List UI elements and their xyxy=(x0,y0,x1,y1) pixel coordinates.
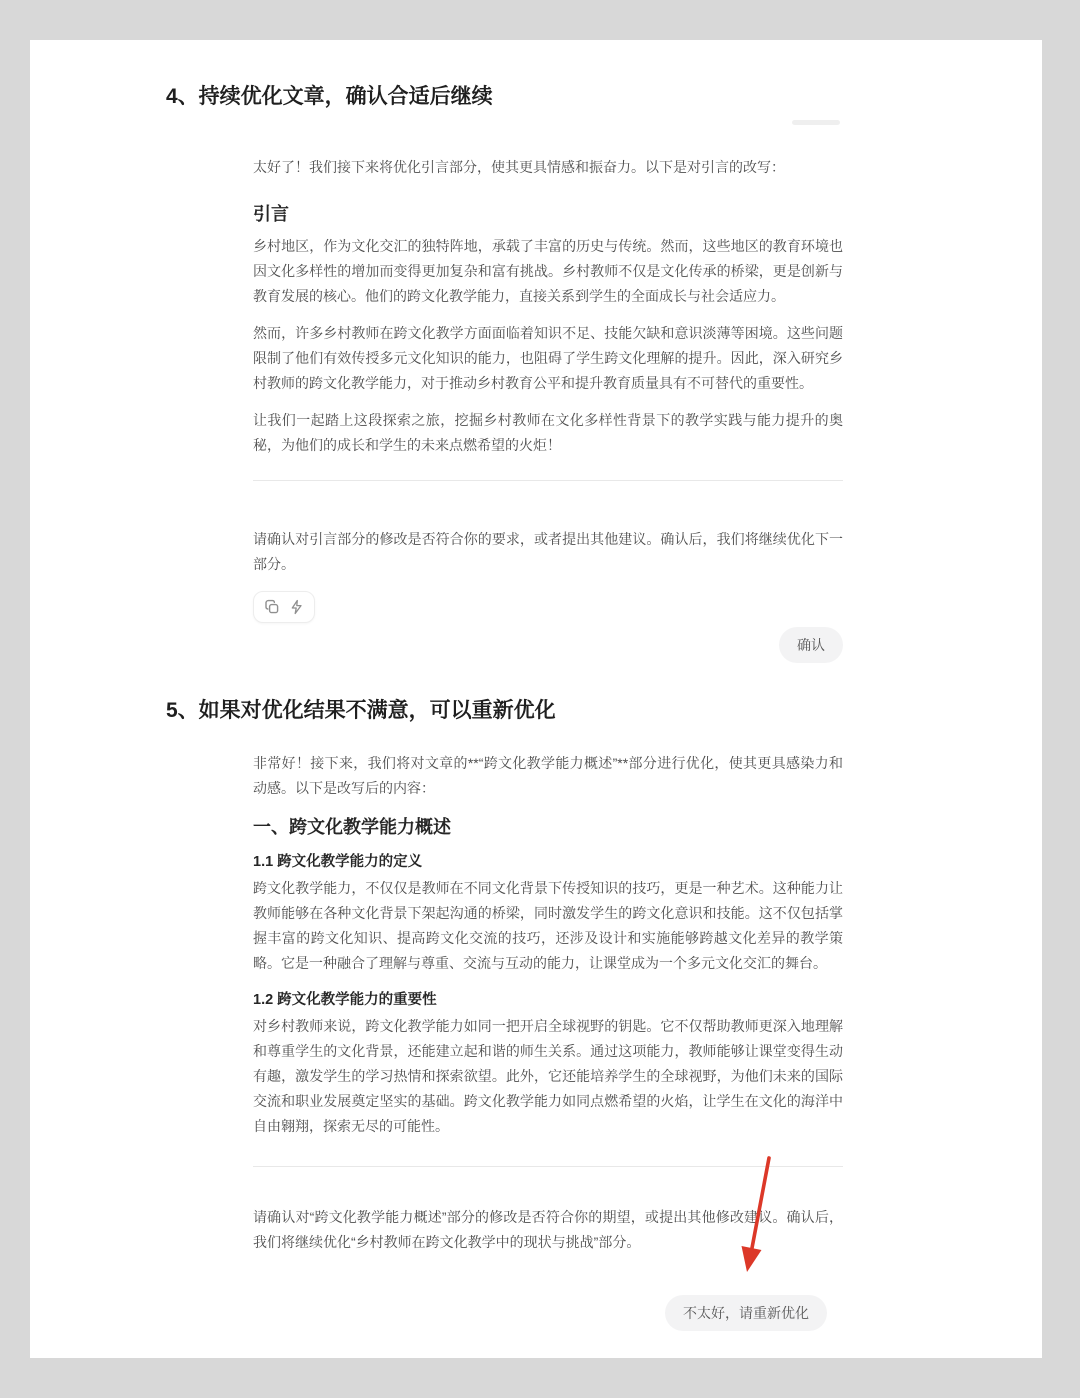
article-page xyxy=(30,40,1042,1358)
confirm-request-text: 请确认对“跨文化教学能力概述”部分的修改是否符合你的期望，或提出其他修改建议。确认后，我们将继续优化“乡村教师在跨文化教学中的现状与挑战”部分。 xyxy=(253,1209,843,1250)
reoptimize-button[interactable]: 不太好，请重新优化 xyxy=(665,1295,827,1331)
article-subsection-title: 1.1 跨文化教学能力的定义 xyxy=(253,854,423,870)
assistant-intro-text: 非常好！接下来，我们将对文章的**“跨文化教学能力概述”**部分进行优化，使其更具感染力和动感。以下是改写后的内容： xyxy=(253,755,843,796)
article-section-title: 一、跨文化教学能力概述 xyxy=(253,817,451,837)
reply-options-row xyxy=(253,627,843,663)
article-paragraph: 对乡村教师来说，跨文化教学能力如同一把开启全球视野的钥匙。它不仅帮助教师更深入地理解和尊重学生的文化背景，还能建立起和谐的师生关系。通过这项能力，教师能够让课堂变得生动有趣，激发学生的学习热情和探索欲望。此外，它还能培养学生的全球视野，为他们未来的国际交流和职业发展奠定坚实的基础。跨文化教学能力如同点燃希望的火焰，让学生在文化的海洋中自由翱翔，探索无尽的可能性。 xyxy=(253,1018,843,1134)
article-paragraph: 然而，许多乡村教师在跨文化教学方面面临着知识不足、技能欠缺和意识淡薄等困境。这些问题限制了他们有效传授多元文化知识的能力，也阻碍了学生跨文化理解的提升。因此，深入研究乡村教师的跨文化教学能力，对于推动乡村教育公平和提升教育质量具有不可替代的重要性。 xyxy=(253,325,843,391)
assistant-intro-text: 太好了！我们接下来将优化引言部分，使其更具情感和振奋力。以下是对引言的改写： xyxy=(253,159,785,175)
step-4-heading: 4、持续优化文章，确认合适后继续 xyxy=(166,85,493,108)
red-arrow-annotation xyxy=(735,1150,795,1315)
article-section-title: 引言 xyxy=(253,204,289,224)
cropped-screenshot-edge xyxy=(792,120,840,125)
article-subsection-title: 1.2 跨文化教学能力的重要性 xyxy=(253,992,437,1008)
confirm-button[interactable]: 确认 xyxy=(779,627,843,663)
chat-screenshot-step-4 xyxy=(253,155,843,663)
divider xyxy=(253,480,843,481)
copy-icon[interactable] xyxy=(264,599,280,615)
message-actions-bar xyxy=(253,591,315,623)
flash-icon[interactable] xyxy=(289,599,304,615)
article-paragraph: 跨文化教学能力，不仅仅是教师在不同文化背景下传授知识的技巧，更是一种艺术。这种能力让教师能够在各种文化背景下架起沟通的桥梁，同时激发学生的跨文化意识和技能。这不仅包括掌握丰富的跨文化知识、提高跨文化交流的技巧，还涉及设计和实施能够跨越文化差异的教学策略。它是一种融合了理解与尊重、交流与互动的能力，让课堂成为一个多元文化交汇的舞台。 xyxy=(253,880,843,971)
step-5-heading: 5、如果对优化结果不满意，可以重新优化 xyxy=(166,699,556,722)
article-paragraph: 让我们一起踏上这段探索之旅，挖掘乡村教师在文化多样性背景下的教学实践与能力提升的奥秘，为他们的成长和学生的未来点燃希望的火炬！ xyxy=(253,412,843,453)
article-paragraph: 乡村地区，作为文化交汇的独特阵地，承载了丰富的历史与传统。然而，这些地区的教育环境也因文化多样性的增加而变得更加复杂和富有挑战。乡村教师不仅是文化传承的桥梁，更是创新与教育发展的核心。他们的跨文化教学能力，直接关系到学生的全面成长与社会适应力。 xyxy=(253,238,843,304)
confirm-request-text: 请确认对引言部分的修改是否符合你的要求，或者提出其他建议。确认后，我们将继续优化下一部分。 xyxy=(253,531,843,572)
